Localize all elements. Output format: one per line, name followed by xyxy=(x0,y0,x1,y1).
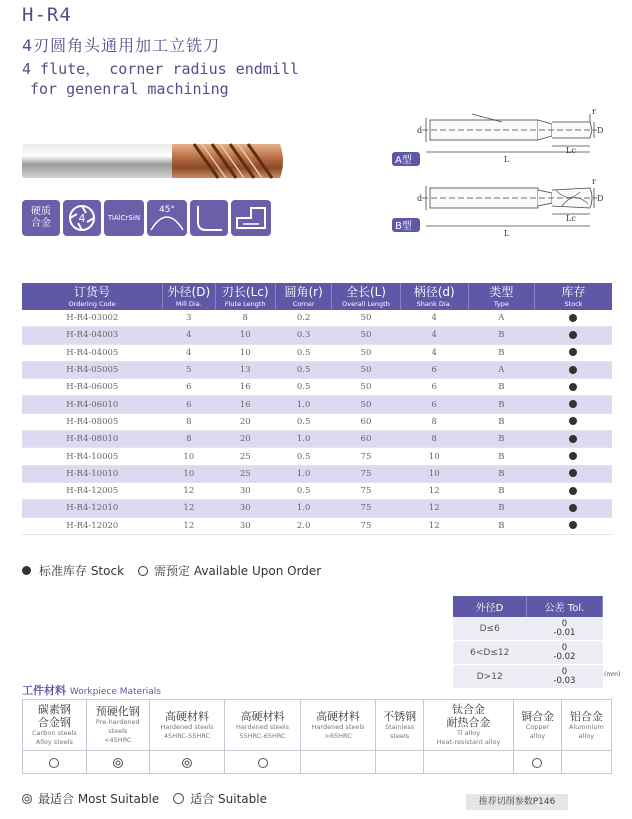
table-cell: 4 xyxy=(163,327,215,344)
table-cell: 50 xyxy=(332,361,400,378)
table-cell: 75 xyxy=(332,517,400,534)
workpiece-column-7 xyxy=(514,700,562,751)
most-suitable-icon xyxy=(22,794,32,804)
drawing-label-r-a: r xyxy=(592,107,596,116)
spec-header-en: Flute Length xyxy=(224,300,266,308)
table-cell: H-R4-06010 xyxy=(22,396,163,413)
helix-angle: 45° xyxy=(159,205,175,215)
product-title-en-1: 4 flute， corner radius endmill xyxy=(22,60,299,78)
drawing-label-Lc-b: Lc xyxy=(566,214,576,223)
workpiece-column-1 xyxy=(86,700,149,751)
tolerance-row xyxy=(453,617,603,641)
table-cell: 60 xyxy=(332,431,400,448)
table-cell: 12 xyxy=(400,500,468,517)
table-cell: H-R4-12005 xyxy=(22,482,163,499)
stock-dot-icon xyxy=(569,487,577,495)
workpiece-name-en: Copper alloy xyxy=(525,722,550,740)
table-cell: 75 xyxy=(332,448,400,465)
tolerance-row xyxy=(453,641,603,665)
spec-header-cn: 刃长(Lc) xyxy=(221,285,269,299)
drawing-label-D-b: D xyxy=(597,194,604,203)
table-cell: 16 xyxy=(215,396,275,413)
table-cell: H-R4-05005 xyxy=(22,361,163,378)
table-cell: 6 xyxy=(163,396,215,413)
stock-dot-icon xyxy=(569,452,577,460)
stock-cell xyxy=(534,310,612,327)
suitable-icon xyxy=(173,793,184,804)
spec-header-cn: 柄径(d) xyxy=(413,285,455,299)
table-cell: A xyxy=(468,310,534,327)
table-cell: 10 xyxy=(400,448,468,465)
table-cell: 4 xyxy=(163,344,215,361)
workpiece-column-5 xyxy=(376,700,424,751)
tolerance-unit: (mm) xyxy=(604,671,621,678)
table-cell: 25 xyxy=(215,448,275,465)
carbide-badge xyxy=(22,200,60,236)
table-cell: 0.3 xyxy=(275,327,331,344)
workpiece-name-en: Hardened steels 55HRC-65HRC xyxy=(236,722,290,740)
table-cell: B xyxy=(468,448,534,465)
table-cell: H-R4-03002 xyxy=(22,310,163,327)
table-cell: 12 xyxy=(400,482,468,499)
workpiece-column-3 xyxy=(225,700,301,751)
table-cell: H-R4-04003 xyxy=(22,327,163,344)
workpiece-name-en: Hardened steels >65HRC xyxy=(311,722,365,740)
table-cell: 1.0 xyxy=(275,500,331,517)
suitable-icon xyxy=(258,758,268,768)
spec-header-en: Shank Dia. xyxy=(416,300,452,308)
table-cell: 1.0 xyxy=(275,465,331,482)
table-cell: B xyxy=(468,413,534,430)
carbide-label-1: 硬质 xyxy=(31,206,51,217)
workpiece-name-cn: 碳素钢 合金钢 xyxy=(37,703,71,729)
table-cell: 12 xyxy=(400,517,468,534)
stock-legend xyxy=(22,562,321,579)
table-cell: 8 xyxy=(400,431,468,448)
product-title-en-2: for genenral machining xyxy=(30,80,229,98)
table-cell: 20 xyxy=(215,431,275,448)
corner-radius-icon xyxy=(190,200,228,236)
table-cell: 75 xyxy=(332,465,400,482)
tolerance-value xyxy=(526,665,602,689)
workpiece-column-2 xyxy=(149,700,225,751)
table-cell: H-R4-06005 xyxy=(22,379,163,396)
drawing-label-D-a: D xyxy=(597,126,604,135)
table-row xyxy=(22,413,612,430)
tolerance-upper: 0 xyxy=(561,618,568,629)
table-row xyxy=(22,465,612,482)
table-cell: 8 xyxy=(163,431,215,448)
spec-header-5 xyxy=(400,283,468,310)
table-cell: H-R4-08010 xyxy=(22,431,163,448)
table-cell: 50 xyxy=(332,310,400,327)
spec-header-4 xyxy=(332,283,400,310)
type-a-label: A型 xyxy=(395,155,412,166)
stock-dot-icon xyxy=(569,348,577,356)
table-cell: 1.0 xyxy=(275,431,331,448)
spec-header-cn: 圆角(r) xyxy=(284,285,323,299)
workpiece-column-6 xyxy=(423,700,513,751)
workpiece-mark-cell xyxy=(561,751,611,774)
tolerance-lower: -0.01 xyxy=(553,627,576,638)
workpiece-title-cn: 工件材料 xyxy=(22,684,66,697)
suitability-legend xyxy=(22,790,267,807)
workpiece-name-cn: 铜合金 xyxy=(520,709,554,723)
table-cell: H-R4-10005 xyxy=(22,448,163,465)
table-cell: 12 xyxy=(163,517,215,534)
table-row xyxy=(22,396,612,413)
stock-cell xyxy=(534,431,612,448)
suitable-icon xyxy=(532,758,542,768)
table-cell: 10 xyxy=(215,327,275,344)
table-cell: 0.5 xyxy=(275,379,331,396)
spec-header-3 xyxy=(275,283,331,310)
stock-dot-icon xyxy=(569,383,577,391)
spec-header-cn: 订货号 xyxy=(74,285,111,299)
table-row xyxy=(22,500,612,517)
product-title-cn: 4刃圆角头通用加工立铣刀 xyxy=(22,36,221,55)
spec-header-en: Corner xyxy=(292,300,315,308)
table-cell: 10 xyxy=(163,465,215,482)
spec-table xyxy=(22,283,612,535)
table-row xyxy=(22,310,612,327)
spec-header-en: Stock xyxy=(564,300,583,308)
flute-count: 4 xyxy=(78,211,86,225)
stock-cell xyxy=(534,379,612,396)
spec-header-en: Mill Dia. xyxy=(175,300,202,308)
workpiece-title xyxy=(22,682,161,698)
workpiece-column-4 xyxy=(300,700,376,751)
drawing-label-Lc-a: Lc xyxy=(566,146,576,155)
stock-dot-icon xyxy=(569,417,577,425)
most-suitable-icon xyxy=(182,758,192,768)
table-cell: H-R4-08005 xyxy=(22,413,163,430)
stock-cell xyxy=(534,361,612,378)
table-row xyxy=(22,431,612,448)
workpiece-name-en: Hardened steels 45HRC-55HRC xyxy=(160,722,214,740)
table-cell: 12 xyxy=(163,482,215,499)
shoulder-milling-icon xyxy=(231,200,271,236)
table-cell: 6 xyxy=(400,396,468,413)
table-cell: 0.5 xyxy=(275,361,331,378)
stock-cell xyxy=(534,327,612,344)
workpiece-name-cn: 铝合金 xyxy=(569,709,603,723)
stock-legend-label: 标准库存 Stock xyxy=(39,564,125,578)
table-cell: B xyxy=(468,500,534,517)
spec-table-header xyxy=(22,283,612,310)
table-cell: B xyxy=(468,431,534,448)
spec-header-en: Ordering Code xyxy=(68,300,116,308)
stock-cell xyxy=(534,482,612,499)
workpiece-name-cn: 高硬材料 xyxy=(316,709,361,723)
workpiece-title-en: Workpiece Materials xyxy=(69,687,161,697)
tolerance-header-dia: 外径D xyxy=(453,596,526,617)
workpiece-mark-cell xyxy=(423,751,513,774)
table-cell: 0.2 xyxy=(275,310,331,327)
table-cell: B xyxy=(468,517,534,534)
table-cell: 0.5 xyxy=(275,344,331,361)
table-cell: 4 xyxy=(400,310,468,327)
table-cell: 8 xyxy=(215,310,275,327)
table-cell: B xyxy=(468,482,534,499)
drawing-label-r-b: r xyxy=(592,177,596,186)
workpiece-name-en: Stainless steels xyxy=(385,722,415,740)
tolerance-row xyxy=(453,665,603,689)
tolerance-lower: -0.02 xyxy=(553,651,576,662)
stock-dot-icon xyxy=(569,504,577,512)
table-cell: 6 xyxy=(400,361,468,378)
workpiece-name-cn: 钛合金 耐热合金 xyxy=(446,703,491,729)
workpiece-mark-cell xyxy=(300,751,376,774)
tolerance-range: D>12 xyxy=(453,665,526,689)
workpiece-name-cn: 高硬材料 xyxy=(240,709,285,723)
most-suitable-icon xyxy=(113,758,123,768)
stock-cell xyxy=(534,344,612,361)
workpiece-mark-cell xyxy=(225,751,301,774)
carbide-label-2: 合金 xyxy=(31,218,51,229)
stock-dot-icon xyxy=(569,521,577,529)
workpiece-name-en: Carbon steels Alloy steels xyxy=(32,729,77,746)
helix-angle-icon xyxy=(147,200,187,236)
table-cell: 60 xyxy=(332,413,400,430)
stock-dot-icon xyxy=(569,435,577,443)
table-cell: 13 xyxy=(215,361,275,378)
four-flute-icon xyxy=(63,200,101,236)
tolerance-table xyxy=(453,596,603,689)
product-code: H-R4 xyxy=(22,4,72,26)
spec-table-body xyxy=(22,310,612,534)
coating-badge xyxy=(104,200,144,236)
most-suitable-label: 最适合 Most Suitable xyxy=(38,792,160,806)
spec-header-cn: 库存 xyxy=(561,285,586,299)
table-cell: 50 xyxy=(332,344,400,361)
tolerance-header-tol: 公差 Tol. xyxy=(526,596,602,617)
table-cell: 4 xyxy=(400,344,468,361)
stock-cell xyxy=(534,448,612,465)
table-cell: 2.0 xyxy=(275,517,331,534)
table-cell: 50 xyxy=(332,379,400,396)
table-cell: 50 xyxy=(332,327,400,344)
table-cell: 30 xyxy=(215,482,275,499)
table-cell: 25 xyxy=(215,465,275,482)
tolerance-upper: 0 xyxy=(561,666,568,677)
tolerance-range: D≤6 xyxy=(453,617,526,641)
table-cell: 75 xyxy=(332,482,400,499)
table-row xyxy=(22,517,612,534)
stock-dot-icon xyxy=(569,331,577,339)
workpiece-table xyxy=(22,699,612,774)
table-cell: B xyxy=(468,379,534,396)
type-b-label: B型 xyxy=(395,221,412,232)
tolerance-range: 6<D≤12 xyxy=(453,641,526,665)
table-cell: 8 xyxy=(163,413,215,430)
tolerance-lower: -0.03 xyxy=(553,675,576,686)
table-cell: H-R4-04005 xyxy=(22,344,163,361)
spec-header-en: Type xyxy=(493,300,509,308)
table-cell: 10 xyxy=(163,448,215,465)
table-cell: 10 xyxy=(400,465,468,482)
table-cell: 0.5 xyxy=(275,448,331,465)
stock-dot-icon xyxy=(569,314,577,322)
workpiece-name-cn: 高硬材料 xyxy=(165,709,209,723)
workpiece-column-0 xyxy=(23,700,87,751)
table-row xyxy=(22,448,612,465)
suitable-label: 适合 Suitable xyxy=(190,792,267,806)
drawing-label-L-b: L xyxy=(504,229,510,238)
table-cell: 6 xyxy=(163,379,215,396)
stock-dot-icon xyxy=(22,566,31,575)
workpiece-name-en: Pre-hardened steels <45HRC xyxy=(95,718,140,744)
stock-dot-icon xyxy=(569,469,577,477)
table-cell: H-R4-12020 xyxy=(22,517,163,534)
workpiece-name-cn: 不锈钢 xyxy=(383,709,417,723)
spec-header-6 xyxy=(468,283,534,310)
workpiece-mark-cell xyxy=(149,751,225,774)
table-cell: 5 xyxy=(163,361,215,378)
table-row xyxy=(22,327,612,344)
stock-cell xyxy=(534,396,612,413)
workpiece-mark-cell xyxy=(86,751,149,774)
workpiece-name-en: Ti alloy Heat-resistant alloy xyxy=(436,729,501,746)
workpiece-mark-cell xyxy=(376,751,424,774)
table-cell: B xyxy=(468,396,534,413)
order-ring-icon xyxy=(138,566,148,576)
spec-header-2 xyxy=(215,283,275,310)
table-row xyxy=(22,361,612,378)
tolerance-value xyxy=(526,617,602,641)
table-cell: 1.0 xyxy=(275,396,331,413)
table-cell: 50 xyxy=(332,396,400,413)
table-cell: 30 xyxy=(215,517,275,534)
tolerance-value xyxy=(526,641,602,665)
table-cell: 0.5 xyxy=(275,482,331,499)
stock-dot-icon xyxy=(569,400,577,408)
table-cell: 75 xyxy=(332,500,400,517)
workpiece-column-8 xyxy=(561,700,611,751)
table-cell: 10 xyxy=(215,344,275,361)
table-cell: 30 xyxy=(215,500,275,517)
spec-header-cn: 外径(D) xyxy=(167,285,211,299)
table-cell: 4 xyxy=(400,327,468,344)
suitable-icon xyxy=(49,758,59,768)
table-cell: H-R4-12010 xyxy=(22,500,163,517)
table-row xyxy=(22,379,612,396)
stock-cell xyxy=(534,413,612,430)
spec-header-1 xyxy=(163,283,215,310)
table-cell: 0.5 xyxy=(275,413,331,430)
workpiece-name-en: Aluminium alloy xyxy=(568,722,604,740)
workpiece-name-cn: 预硬化钢 xyxy=(95,705,140,718)
coating-label: TiAlCrSiN xyxy=(107,214,141,222)
spec-header-7 xyxy=(534,283,612,310)
workpiece-mark-cell xyxy=(514,751,562,774)
table-cell: 3 xyxy=(163,310,215,327)
table-cell: H-R4-10010 xyxy=(22,465,163,482)
workpiece-mark-cell xyxy=(23,751,87,774)
technical-drawing xyxy=(392,100,612,240)
drawing-label-L-a: L xyxy=(504,155,510,164)
endmill-photo xyxy=(22,140,287,182)
order-legend-label: 需预定 Available Upon Order xyxy=(154,564,322,578)
stock-cell xyxy=(534,465,612,482)
drawing-label-d-b: d xyxy=(417,194,423,203)
table-cell: 12 xyxy=(163,500,215,517)
table-cell: 20 xyxy=(215,413,275,430)
table-cell: B xyxy=(468,465,534,482)
spec-header-en: Overall Length xyxy=(342,300,390,308)
stock-dot-icon xyxy=(569,366,577,374)
spec-header-cn: 类型 xyxy=(489,285,514,299)
table-cell: 6 xyxy=(400,379,468,396)
table-row xyxy=(22,482,612,499)
table-cell: B xyxy=(468,327,534,344)
table-cell: B xyxy=(468,344,534,361)
stock-cell xyxy=(534,517,612,534)
table-cell: A xyxy=(468,361,534,378)
spec-header-cn: 全长(L) xyxy=(345,285,386,299)
table-row xyxy=(22,344,612,361)
stock-cell xyxy=(534,500,612,517)
table-cell: 8 xyxy=(400,413,468,430)
spec-header-0 xyxy=(22,283,163,310)
drawing-label-d-a: d xyxy=(417,126,423,135)
tolerance-upper: 0 xyxy=(561,642,568,653)
table-cell: 16 xyxy=(215,379,275,396)
cutting-params-reference: 推荐切削参数P146 xyxy=(466,794,568,810)
